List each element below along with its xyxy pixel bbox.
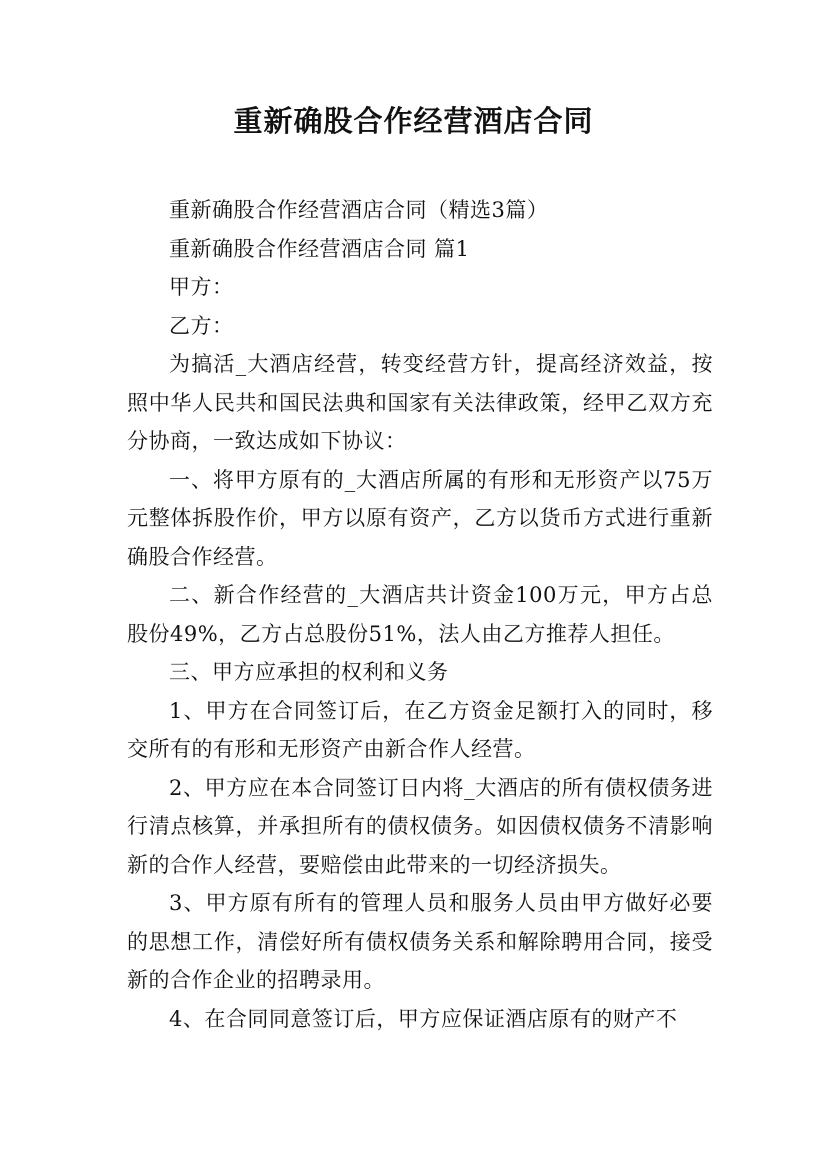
paragraph-clause-1: 一、将甲方原有的_大酒店所属的有形和无形资产以75万元整体拆股作价，甲方以原有资产，乙方以货币方式进行重新确股合作经营。 [127,467,713,569]
paragraph-item-2: 2、甲方应在本合同签订日内将_大酒店的所有债权债务进行清点核算，并承担所有的债权债务。如因债权债务不清影响新的合作人经营，要赔偿由此带来的一切经济损失。 [127,775,713,877]
paragraph-party-b: 乙方： [169,313,234,338]
paragraph-party-a: 甲方： [169,275,234,299]
paragraph-preamble: 为搞活_大酒店经营，转变经营方针，提高经济效益，按照中华人民共和国民法典和国家有关法律政策，经甲乙双方充分协商，一致达成如下协议： [127,352,713,453]
document-title: 重新确股合作经营酒店合同 [233,104,594,138]
paragraph-item-3: 3、甲方原有所有的管理人员和服务人员由甲方做好必要的思想工作，清偿好所有债权债务关系和解除聘用合同，接受新的合作企业的招聘录用。 [127,891,713,992]
paragraph-article-heading: 重新确股合作经营酒店合同 篇1 [169,236,470,261]
paragraph-clause-2: 二、新合作经营的_大酒店共计资金100万元，甲方占总股份49%，乙方占总股份51%，法人由乙方推荐人担任。 [127,583,713,646]
paragraph-collection-heading: 重新确股合作经营酒店合同（精选3篇） [169,198,549,222]
paragraph-item-4: 4、在合同同意签订后，甲方应保证酒店原有的财产不 [169,1006,678,1031]
paragraph-clause-3-heading: 三、甲方应承担的权利和义务 [169,660,449,684]
paragraph-item-1: 1、甲方在合同签订后，在乙方资金足额打入的同时，移交所有的有形和无形资产由新合作人经营。 [127,698,713,761]
document-body [127,191,713,1038]
